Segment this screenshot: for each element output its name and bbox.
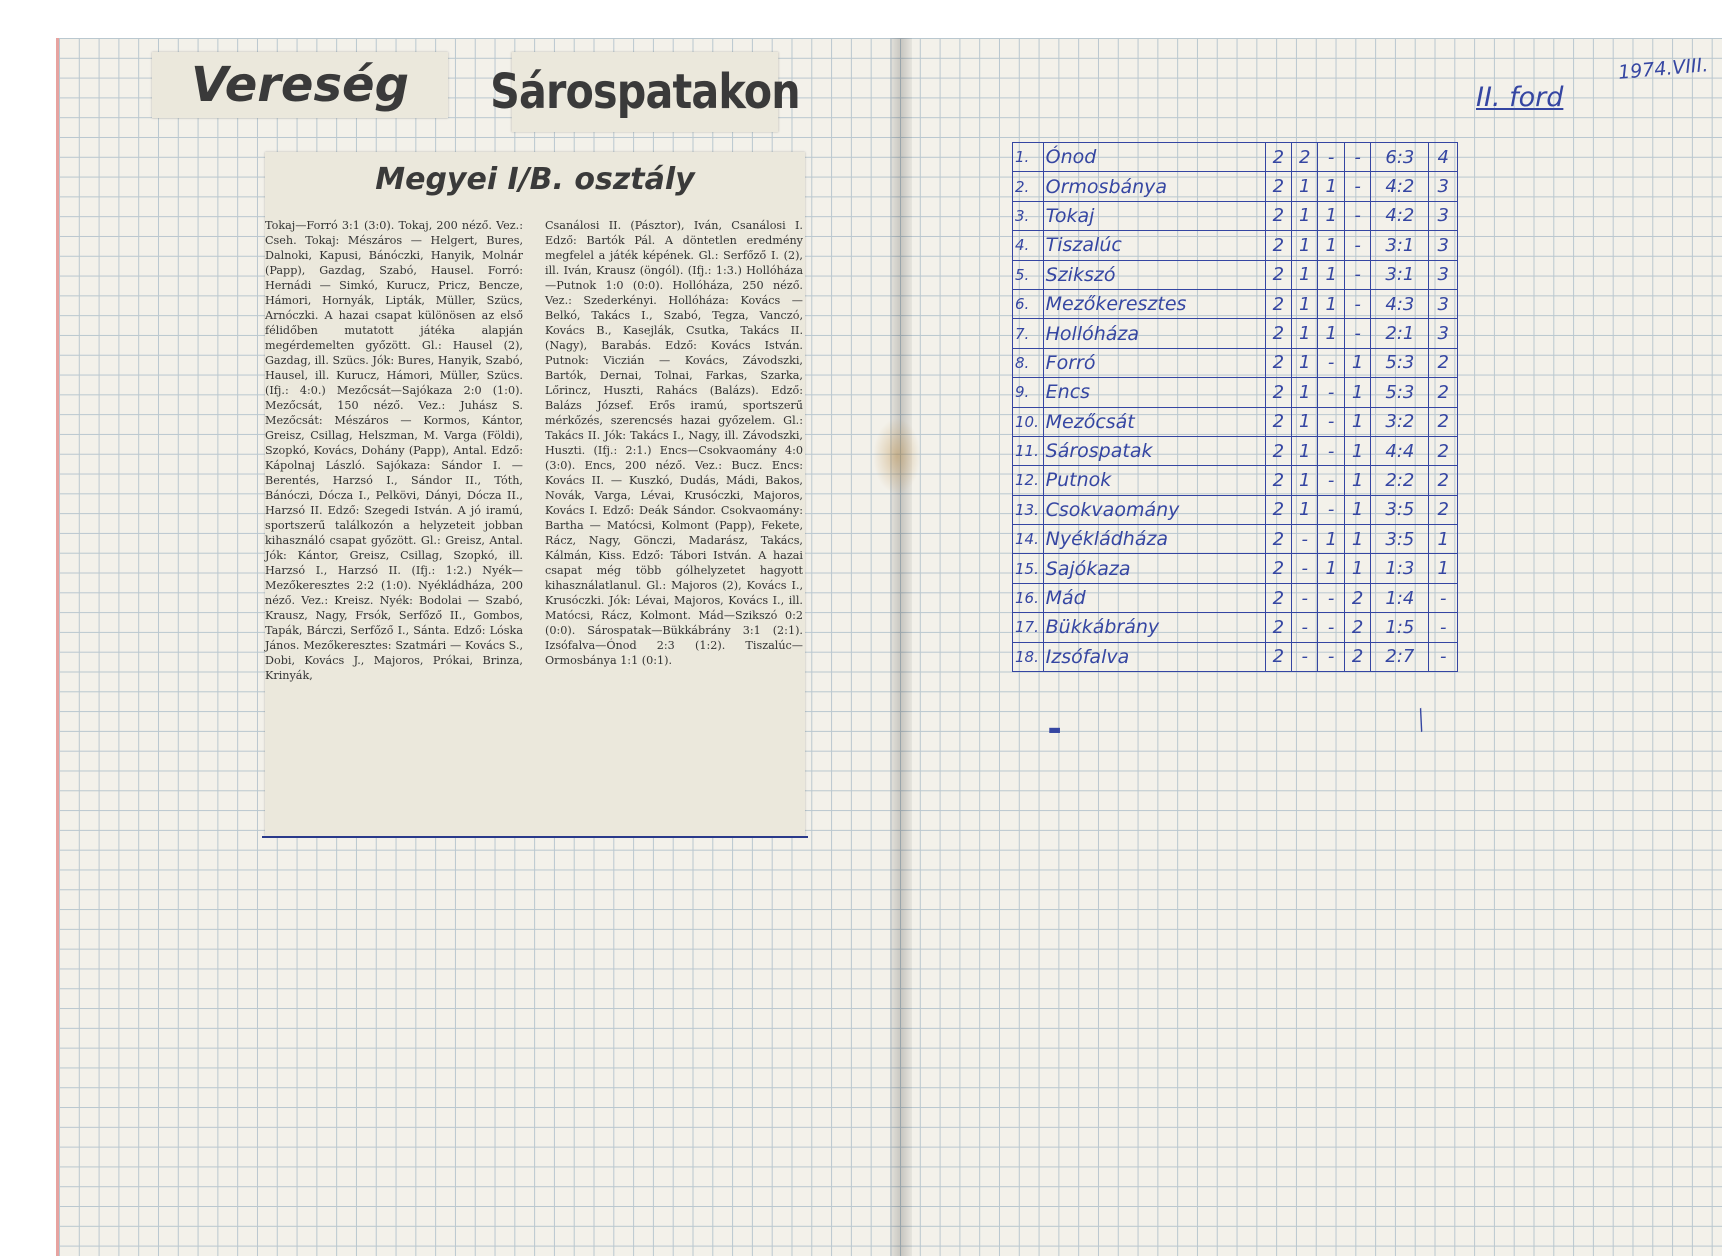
standings-cell-pts: 1	[1429, 525, 1458, 554]
standings-cell-score: 3:1	[1371, 231, 1429, 260]
standings-cell-pts: -	[1429, 613, 1458, 642]
standings-cell-pts: 3	[1429, 260, 1458, 289]
standings-cell-team: Csokvaomány	[1043, 495, 1265, 524]
standings-cell-rank: 18.	[1013, 642, 1044, 671]
standings-row	[1013, 260, 1458, 289]
standings-cell-team: Ónod	[1043, 143, 1265, 172]
standings-cell-d: 1	[1318, 231, 1344, 260]
standings-row	[1013, 495, 1458, 524]
standings-cell-score: 3:5	[1371, 495, 1429, 524]
standings-row	[1013, 466, 1458, 495]
standings-cell-d: -	[1318, 642, 1344, 671]
standings-cell-score: 4:2	[1371, 172, 1429, 201]
standings-row	[1013, 289, 1458, 318]
standings-cell-pts: 3	[1429, 289, 1458, 318]
standings-cell-rank: 8.	[1013, 348, 1044, 377]
standings-cell-w: 1	[1292, 466, 1318, 495]
standings-cell-p: 2	[1265, 525, 1291, 554]
standings-cell-p: 2	[1265, 319, 1291, 348]
standings-cell-d: 1	[1318, 172, 1344, 201]
standings-cell-w: -	[1292, 642, 1318, 671]
standings-cell-l: 2	[1344, 613, 1370, 642]
standings-cell-w: -	[1292, 525, 1318, 554]
standings-cell-w: 1	[1292, 378, 1318, 407]
standings-cell-rank: 17.	[1013, 613, 1044, 642]
standings-cell-p: 2	[1265, 289, 1291, 318]
standings-cell-p: 2	[1265, 201, 1291, 230]
standings-cell-p: 2	[1265, 495, 1291, 524]
standings-cell-w: -	[1292, 613, 1318, 642]
standings-cell-score: 4:3	[1371, 289, 1429, 318]
standings-cell-pts: 3	[1429, 172, 1458, 201]
standings-cell-p: 2	[1265, 407, 1291, 436]
standings-cell-d: -	[1318, 495, 1344, 524]
standings-cell-l: 1	[1344, 378, 1370, 407]
standings-cell-l: 1	[1344, 407, 1370, 436]
standings-cell-w: 1	[1292, 201, 1318, 230]
standings-cell-l: -	[1344, 260, 1370, 289]
standings-cell-d: 1	[1318, 201, 1344, 230]
standings-cell-pts: 3	[1429, 231, 1458, 260]
standings-row	[1013, 554, 1458, 583]
standings-cell-p: 2	[1265, 613, 1291, 642]
standings-cell-p: 2	[1265, 642, 1291, 671]
standings-cell-team: Bükkábrány	[1043, 613, 1265, 642]
standings-cell-team: Forró	[1043, 348, 1265, 377]
handwritten-round-note: II. ford	[1476, 82, 1564, 113]
standings-cell-rank: 1.	[1013, 143, 1044, 172]
standings-cell-pts: 2	[1429, 495, 1458, 524]
standings-cell-rank: 11.	[1013, 436, 1044, 465]
standings-row	[1013, 642, 1458, 671]
standings-row	[1013, 348, 1458, 377]
standings-cell-l: -	[1344, 143, 1370, 172]
standings-cell-rank: 9.	[1013, 378, 1044, 407]
standings-cell-l: -	[1344, 289, 1370, 318]
standings-cell-w: 1	[1292, 348, 1318, 377]
standings-cell-w: 1	[1292, 231, 1318, 260]
standings-cell-score: 3:5	[1371, 525, 1429, 554]
standings-cell-score: 1:3	[1371, 554, 1429, 583]
standings-cell-pts: 2	[1429, 436, 1458, 465]
standings-cell-score: 6:3	[1371, 143, 1429, 172]
standings-cell-team: Sárospatak	[1043, 436, 1265, 465]
standings-cell-d: 1	[1318, 525, 1344, 554]
standings-cell-l: 1	[1344, 348, 1370, 377]
standings-cell-score: 5:3	[1371, 378, 1429, 407]
handwritten-standings-table	[1012, 142, 1458, 672]
standings-cell-pts: 1	[1429, 554, 1458, 583]
standings-cell-w: 1	[1292, 495, 1318, 524]
standings-cell-l: 1	[1344, 525, 1370, 554]
standings-cell-team: Tokaj	[1043, 201, 1265, 230]
standings-cell-rank: 7.	[1013, 319, 1044, 348]
standings-cell-score: 4:4	[1371, 436, 1429, 465]
standings-cell-d: -	[1318, 436, 1344, 465]
standings-row	[1013, 172, 1458, 201]
standings-row	[1013, 201, 1458, 230]
standings-cell-p: 2	[1265, 378, 1291, 407]
standings-cell-rank: 16.	[1013, 583, 1044, 612]
standings-cell-d: -	[1318, 143, 1344, 172]
standings-row	[1013, 436, 1458, 465]
standings-cell-d: -	[1318, 348, 1344, 377]
standings-cell-d: 1	[1318, 319, 1344, 348]
article-underline	[262, 836, 808, 838]
headline-clipping-vereseg	[152, 52, 448, 118]
standings-cell-rank: 4.	[1013, 231, 1044, 260]
standings-cell-d: -	[1318, 613, 1344, 642]
standings-cell-w: 1	[1292, 319, 1318, 348]
standings-cell-pts: 3	[1429, 319, 1458, 348]
standings-cell-team: Izsófalva	[1043, 642, 1265, 671]
standings-cell-d: -	[1318, 407, 1344, 436]
standings-row	[1013, 407, 1458, 436]
standings-cell-l: 1	[1344, 554, 1370, 583]
standings-cell-rank: 14.	[1013, 525, 1044, 554]
standings-cell-l: -	[1344, 201, 1370, 230]
standings-row	[1013, 231, 1458, 260]
standings-body	[1013, 143, 1458, 672]
standings-cell-w: 1	[1292, 289, 1318, 318]
standings-cell-score: 1:4	[1371, 583, 1429, 612]
standings-cell-w: 2	[1292, 143, 1318, 172]
standings-cell-w: 1	[1292, 172, 1318, 201]
standings-cell-pts: 4	[1429, 143, 1458, 172]
standings-row	[1013, 143, 1458, 172]
standings-cell-score: 4:2	[1371, 201, 1429, 230]
standings-cell-d: -	[1318, 466, 1344, 495]
standings-cell-pts: -	[1429, 642, 1458, 671]
standings-cell-rank: 5.	[1013, 260, 1044, 289]
standings-cell-l: -	[1344, 172, 1370, 201]
standings-cell-l: -	[1344, 231, 1370, 260]
standings-row	[1013, 525, 1458, 554]
standings-cell-pts: 2	[1429, 348, 1458, 377]
standings-cell-team: Putnok	[1043, 466, 1265, 495]
standings-cell-pts: -	[1429, 583, 1458, 612]
standings-cell-w: 1	[1292, 407, 1318, 436]
standings-cell-l: 1	[1344, 495, 1370, 524]
standings-cell-l: 2	[1344, 583, 1370, 612]
standings-cell-rank: 10.	[1013, 407, 1044, 436]
standings-row	[1013, 319, 1458, 348]
standings-cell-rank: 2.	[1013, 172, 1044, 201]
standings-cell-d: 1	[1318, 289, 1344, 318]
standings-cell-rank: 15.	[1013, 554, 1044, 583]
standings-cell-team: Mezőkeresztes	[1043, 289, 1265, 318]
spine-stain	[873, 418, 921, 494]
standings-cell-d: 1	[1318, 554, 1344, 583]
standings-cell-p: 2	[1265, 554, 1291, 583]
standings-cell-p: 2	[1265, 583, 1291, 612]
standings-cell-l: 1	[1344, 436, 1370, 465]
standings-cell-p: 2	[1265, 172, 1291, 201]
standings-cell-team: Mezőcsát	[1043, 407, 1265, 436]
standings-cell-p: 2	[1265, 260, 1291, 289]
standings-cell-w: 1	[1292, 436, 1318, 465]
standings-cell-score: 3:2	[1371, 407, 1429, 436]
standings-cell-score: 2:2	[1371, 466, 1429, 495]
headline-2-text: Sárospatakon	[490, 64, 800, 120]
standings-cell-pts: 2	[1429, 466, 1458, 495]
standings-cell-team: Ormosbánya	[1043, 172, 1265, 201]
standings-cell-score: 2:1	[1371, 319, 1429, 348]
standings-row	[1013, 583, 1458, 612]
notebook-spine	[890, 38, 912, 1256]
standings-cell-team: Hollóháza	[1043, 319, 1265, 348]
standings-cell-team: Tiszalúc	[1043, 231, 1265, 260]
article-column-left: Tokaj—Forró 3:1 (3:0). Tokaj, 200 néző. Vez.: Cseh. Tokaj: Mészáros — Helgert, Bures, Dalnoki, Kapusi, Bánóczki, Hanyik, Molnár (Papp), Gazdag, Szabó, Hausel. Forró: Hernádi — Simkó, Kurucz, Pricz, Bencze, Hámori, Hornyák, Lipták, Müller, Szücs, Arnóczki. A hazai csapat különösen az első félidőben mutatott játéka alapján megérdemelten győzött. Gl.: Hausel (2), Gazdag, ill. Szücs. Jók: Bures, Hanyik, Szabó, Hausel, ill. Kurucz, Hámori, Müller, Szücs. (Ifj.: 4:0.) Mezőcsát—Sajókaza 2:0 (1:0). Mezőcsát, 150 néző. Vez.: Juhász S. Mezőcsát: Mészáros — Kormos, Kántor, Greisz, Csillag, Helszman, M. Varga (Földi), Szopkó, Kovács, Dohány (Papp), Antal. Edző: Kápolnaj László. Sajókaza: Sándor I. — Berentés, Harzsó I., Sándor II., Tóth, Bánóczi, Dócza I., Pelkövi, Dányi, Dócza II., Harzsó II. Edző: Szegedi István. A jó iramú, sportszerű találkozón a helyzeteit jobban kihasználó csapat győzött. Gl.: Greisz, Antal. Jók: Kántor, Greisz, Csillag, Szopkó, ill. Harzsó I., Harzsó II. (Ifj.: 1:2.) Nyék—Mezőkeresztes 2:2 (1:0). Nyékládháza, 200 néző. Vez.: Kreisz. Nyék: Bodolai — Szabó, Krausz, Nagy, Frsók, Serfőző II., Gombos, Tapák, Bárczi, Serfőző I., Sánta. Edző: Lóska János. Mezőkeresztes: Szatmári — Kovács S., Dobi, Kovács J., Majoros, Prókai, Brinza, Krinyák,	[265, 219, 524, 682]
standings-cell-pts: 3	[1429, 201, 1458, 230]
standings-cell-l: -	[1344, 319, 1370, 348]
standings-cell-score: 2:7	[1371, 642, 1429, 671]
standings-cell-team: Encs	[1043, 378, 1265, 407]
standings-cell-score: 1:5	[1371, 613, 1429, 642]
standings-cell-d: -	[1318, 583, 1344, 612]
standings-cell-d: 1	[1318, 260, 1344, 289]
standings-cell-w: 1	[1292, 260, 1318, 289]
standings-cell-rank: 3.	[1013, 201, 1044, 230]
standings-cell-score: 3:1	[1371, 260, 1429, 289]
standings-cell-team: Mád	[1043, 583, 1265, 612]
standings-cell-p: 2	[1265, 231, 1291, 260]
standings-cell-d: -	[1318, 378, 1344, 407]
article-column-right: Csanálosi II. (Pásztor), Iván, Csanálosi I. Edző: Bartók Pál. A döntetlen eredmény megfelel a játék képének. Gl.: Serfőző I. (2), ill. Iván, Krausz (öngól). (Ifj.: 1:3.) Hollóháza—Putnok 1:0 (0:0). Hollóháza, 250 néző. Vez.: Szederkényi. Hollóháza: Kovács — Belkó, Takács I., Szabó, Tegza, Vanczó, Kovács B., Kasejlák, Csutka, Takács II. (Nagy), Barabás. Edző: Kovács István. Putnok: Viczián — Kovács, Závodszki, Bartók, Dernai, Tolnai, Farkas, Szarka, Lőrincz, Huszti, Rahács (Balázs). Edző: Balázs József. Erős iramú, sportszerű mérkőzés, szerencsés hazai győzelem. Gl.: Takács II. Jók: Takács I., Nagy, ill. Závodszki, Huszti. (Ifj.: 2:1.) Encs—Csokvaomány 4:0 (3:0). Encs, 200 néző. Vez.: Bucz. Encs: Kovács II. — Kuszkó, Dudás, Mádi, Bakos, Novák, Varga, Lévai, Krusóczki, Majoros, Kovács I. Edző: Deák Sándor. Csokvaomány: Bartha — Matócsi, Kolmont (Papp), Fekete, Rácz, Nagy, Gönczi, Madarász, Takács, Kálmán, Kiss. Edző: Tábori István. A hazai csapat még több gólhelyzetet hagyott kihasználatlanul. Gl.: Majoros (2), Kovács I., Krusóczki. Jók: Lévai, Majoros, Kovács I., ill. Matócsi, Rácz, Kolmont. Mád—Szikszó 0:2 (0:0). Sárospatak—Bükkábrány 3:1 (2:1). Izsófalva—Ónod 2:3 (1:2). Tiszalúc—Ormosbánya 1:1 (0:1).	[545, 219, 803, 667]
handwritten-date: 1974.VIII.	[1617, 54, 1710, 84]
headline-clipping-sarospatakon	[490, 52, 800, 132]
standings-cell-l: 1	[1344, 466, 1370, 495]
standings-cell-l: 2	[1344, 642, 1370, 671]
pen-mark-dot: ▬	[1048, 722, 1062, 738]
headline-1-text: Vereség	[191, 57, 409, 113]
standings-cell-team: Nyékládháza	[1043, 525, 1265, 554]
standings-cell-p: 2	[1265, 348, 1291, 377]
article-title: Megyei I/B. osztály	[375, 162, 695, 197]
standings-cell-pts: 2	[1429, 407, 1458, 436]
standings-cell-w: -	[1292, 583, 1318, 612]
standings-row	[1013, 378, 1458, 407]
standings-cell-rank: 6.	[1013, 289, 1044, 318]
standings-cell-rank: 13.	[1013, 495, 1044, 524]
standings-cell-team: Szikszó	[1043, 260, 1265, 289]
standings-cell-team: Sajókaza	[1043, 554, 1265, 583]
standings-cell-pts: 2	[1429, 378, 1458, 407]
standings-cell-score: 5:3	[1371, 348, 1429, 377]
standings-row	[1013, 613, 1458, 642]
standings-cell-p: 2	[1265, 466, 1291, 495]
pen-mark-stroke: ╱	[1411, 708, 1432, 733]
standings-cell-w: -	[1292, 554, 1318, 583]
newspaper-article-clipping	[265, 152, 805, 836]
standings-cell-p: 2	[1265, 143, 1291, 172]
standings-cell-p: 2	[1265, 436, 1291, 465]
standings-cell-rank: 12.	[1013, 466, 1044, 495]
